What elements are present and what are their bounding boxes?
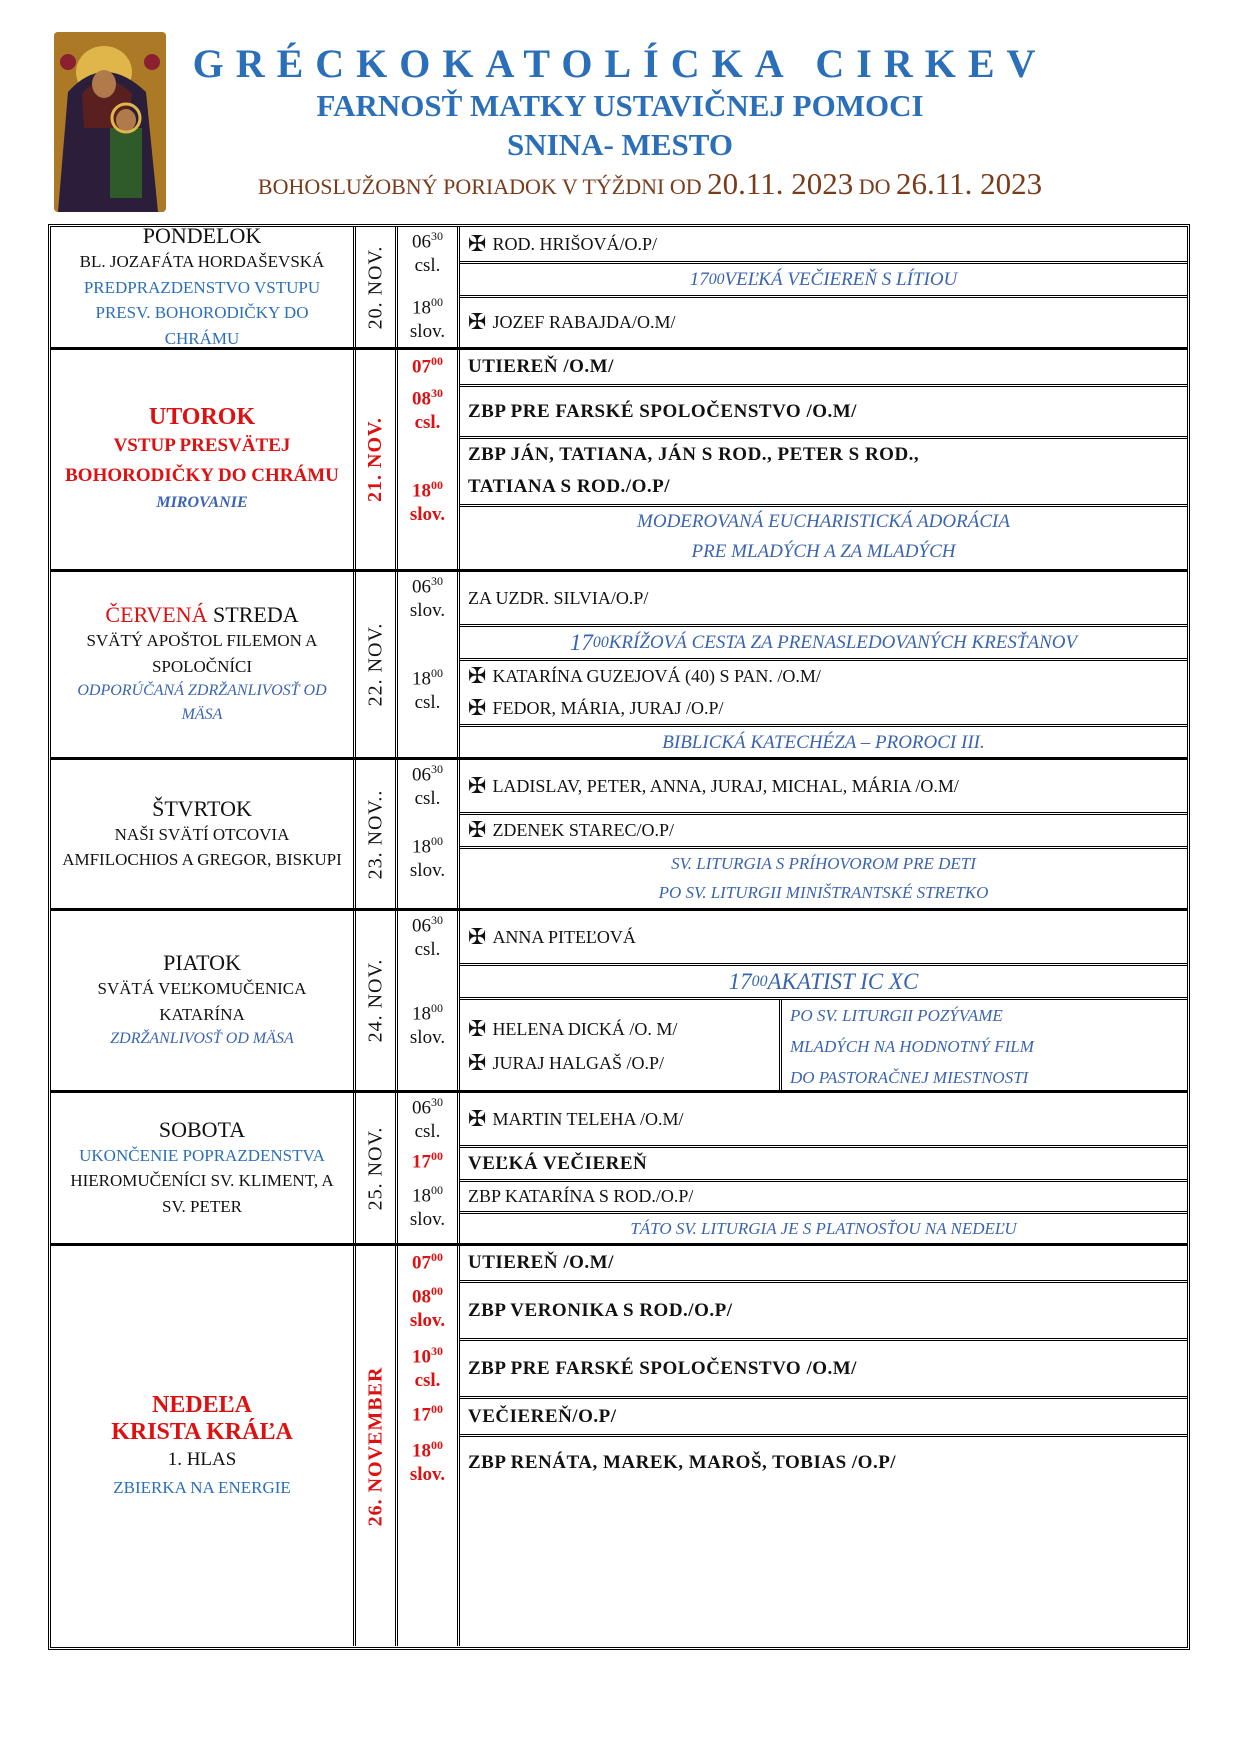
- services-cell: [460, 227, 1187, 347]
- service-line: ✠ ROD. HRIŠOVÁ/O.P/: [468, 231, 657, 257]
- time-slot: $06^{30}$ csl.: [412, 762, 443, 810]
- date-label: 26. NOVEMBER: [364, 1366, 387, 1526]
- cross-icon: ✠: [468, 818, 487, 843]
- service-line: TATIANA S ROD./O.P/: [468, 476, 670, 497]
- time-slot: $07^{00}$: [412, 354, 443, 378]
- time-cell: [398, 227, 460, 347]
- service-line: ✠ FEDOR, MÁRIA, JURAJ /O.P/: [468, 695, 724, 721]
- time-cell: [398, 1246, 460, 1646]
- service-note: BIBLICKÁ KATECHÉZA – PROROCI III.: [460, 724, 1187, 758]
- day-name: ČERVENÁ STREDA: [105, 602, 299, 627]
- date-from: 20.11. 2023: [707, 166, 854, 201]
- service-line: ZBP RENÁTA, MAREK, MAROŠ, TOBIAS /O.P/: [460, 1434, 1187, 1488]
- time-cell: [398, 350, 460, 569]
- time-slot: $06^{30}$ csl.: [412, 229, 443, 277]
- time-slot: $17^{00}$: [412, 1149, 443, 1173]
- date-cell: [356, 760, 398, 908]
- day-cell: [51, 350, 356, 569]
- services-cell: [460, 1246, 1187, 1646]
- day-name: SOBOTA: [158, 1116, 246, 1142]
- services-cell: [460, 572, 1187, 757]
- feast-name: KRISTA KRÁĽA: [111, 1419, 293, 1445]
- time-slot: $10^{30}$ csl.: [412, 1344, 443, 1392]
- time-slot: $18^{00}$ slov.: [409, 1001, 446, 1049]
- date-label: 25. NOV.: [364, 1126, 387, 1210]
- day-note: ODPORÚČANÁ ZDRŽANLIVOSŤ OD MÄSA: [77, 682, 327, 723]
- day-name: NEDEĽA: [151, 1392, 253, 1418]
- cross-icon: ✠: [468, 1016, 487, 1042]
- service-line: ✠ ZDENEK STAREC/O.P/: [460, 812, 1187, 846]
- cross-icon: ✠: [468, 773, 487, 799]
- service-line: ZBP PRE FARSKÉ SPOLOČENSTVO /O.M/: [460, 1338, 1187, 1396]
- service-line: ✠ JURAJ HALGAŠ /O.P/: [468, 1050, 664, 1076]
- feast-name: SVÄTÝ APOŠTOL FILEMON A SPOLOČNÍCI: [86, 631, 318, 676]
- date-label: 24. NOV.: [364, 958, 387, 1043]
- service-line: ZBP PRE FARSKÉ SPOLOČENSTVO /O.M/: [460, 384, 1187, 436]
- time-cell: [398, 760, 460, 908]
- time-slot: $08^{00}$ slov.: [409, 1284, 446, 1332]
- date-cell: [356, 1246, 398, 1646]
- day-row-friday: [51, 911, 1187, 1093]
- day-cell: [51, 223, 356, 348]
- feast-name: SVÄTÁ VEĽKOMUČENICA KATARÍNA: [97, 979, 307, 1024]
- header: [0, 0, 1240, 220]
- services-cell: [460, 760, 1187, 908]
- time-slot: $18^{00}$ slov.: [409, 478, 446, 526]
- date-label: 20. NOV.: [364, 245, 387, 329]
- feast-name: HIEROMUČENÍCI SV. KLIMENT, A SV. PETER: [70, 1171, 334, 1216]
- service-line: ZBP VERONIKA S ROD./O.P/: [460, 1280, 1187, 1338]
- column-divider: [779, 1000, 783, 1091]
- service-note: 17 00 KRÍŽOVÁ CESTA ZA PRENASLEDOVANÝCH KRESŤANOV: [460, 624, 1187, 658]
- time-slot: $18^{00}$ slov.: [409, 834, 446, 882]
- date-to: 26.11. 2023: [895, 166, 1043, 201]
- day-name: ŠTVRTOK: [152, 795, 252, 821]
- time-slot: $18^{00}$ slov.: [409, 295, 446, 343]
- service-note: PO SV. LITURGII MINIŠTRANTSKÉ STRETKO: [658, 883, 989, 902]
- time-slot: $06^{30}$ slov.: [409, 574, 446, 622]
- day-row-monday: [51, 223, 1187, 350]
- feast-name: NAŠI SVÄTÍ OTCOVIA AMFILOCHIOS A GREGOR, BISKUPI: [62, 824, 342, 869]
- day-name: PIATOK: [163, 950, 241, 975]
- day-note: ZBIERKA NA ENERGIE: [113, 1477, 291, 1497]
- parish-location: SNINA- MESTO: [507, 127, 733, 162]
- date-cell: [356, 911, 398, 1090]
- service-line: ✠ HELENA DICKÁ /O. M/: [468, 1016, 678, 1042]
- day-note: PREDPRAZDENSTVO VSTUPU PRESV. BOHORODIČKY DO CHRÁMU: [83, 277, 321, 348]
- day-cell: [51, 1093, 356, 1243]
- day-row-saturday: [51, 1093, 1187, 1246]
- schedule-table: [48, 224, 1190, 1650]
- schedule-title: [170, 166, 1130, 202]
- service-note: PRE MLADÝCH A ZA MLADÝCH: [691, 541, 956, 562]
- date-label: 23. NOV..: [364, 789, 387, 879]
- parish-name: FARNOSŤ MATKY USTAVIČNEJ POMOCI: [316, 88, 924, 123]
- schedule-title-mid: DO: [853, 174, 896, 199]
- feast-name: VSTUP PRESVÄTEJ BOHORODIČKY DO CHRÁMU: [65, 434, 339, 486]
- cross-icon: ✠: [468, 1106, 487, 1132]
- day-cell: [51, 760, 356, 908]
- cross-icon: ✠: [468, 310, 487, 335]
- day-row-sunday: [51, 1246, 1187, 1646]
- cross-icon: ✠: [468, 924, 487, 950]
- service-note: SV. LITURGIA S PRÍHOVOROM PRE DETI: [460, 846, 1187, 878]
- service-note: MODEROVANÁ EUCHARISTICKÁ ADORÁCIA: [460, 504, 1187, 536]
- day-name: PONDELOK: [142, 223, 262, 248]
- service-line: ZBP JÁN, TATIANA, JÁN S ROD., PETER S ROD.,: [460, 436, 1187, 470]
- cross-icon: ✠: [468, 231, 487, 257]
- date-cell: [356, 227, 398, 347]
- service-note: 17 00 VEĽKÁ VEČIEREŇ S LÍTIOU: [460, 261, 1187, 295]
- day-note: ZDRŽANLIVOSŤ OD MÄSA: [110, 1030, 294, 1047]
- time-slot: $06^{30}$ csl.: [412, 1095, 443, 1143]
- cross-icon: ✠: [468, 1050, 487, 1076]
- cross-icon: ✠: [468, 664, 487, 689]
- day-name: UTOROK: [148, 403, 256, 430]
- service-line: ✠ JOZEF RABAJDA/O.M/: [460, 295, 1187, 347]
- day-row-thursday: [51, 760, 1187, 911]
- service-note: 17 00 AKATIST IC XC: [460, 963, 1187, 997]
- services-cell: [460, 911, 1187, 1090]
- day-row-tuesday: [51, 350, 1187, 572]
- time-slot: $08^{30}$ csl.: [412, 386, 443, 434]
- time-slot: $18^{00}$ csl.: [412, 666, 443, 714]
- services-cell: [460, 350, 1187, 569]
- day-cell: [51, 911, 356, 1090]
- date-label: 22. NOV.: [364, 622, 387, 707]
- cross-icon: ✠: [468, 695, 487, 721]
- church-name: GRÉCKOKATOLÍCKA CIRKEV: [192, 41, 1048, 86]
- service-note: TÁTO SV. LITURGIA JE S PLATNOSŤOU NA NEDEĽU: [460, 1211, 1187, 1243]
- time-slot: $18^{00}$ slov.: [409, 1438, 446, 1486]
- day-cell: [51, 1246, 356, 1646]
- service-line: ZBP KATARÍNA S ROD./O.P/: [460, 1179, 1187, 1211]
- service-line: ✠ MARTIN TELEHA /O.M/: [468, 1106, 684, 1132]
- day-cell: [51, 572, 356, 757]
- service-line: ZA UZDR. SILVIA/O.P/: [468, 587, 649, 608]
- date-cell: [356, 1093, 398, 1243]
- service-block: [460, 997, 1187, 1091]
- service-line: VEĽKÁ VEČIEREŇ: [460, 1145, 1187, 1179]
- time-slot: $18^{00}$ slov.: [409, 1183, 446, 1231]
- service-names: [468, 1012, 677, 1080]
- service-line: ✠ KATARÍNA GUZEJOVÁ (40) S PAN. /O.M/: [460, 658, 1187, 692]
- schedule-title-prefix: BOHOSLUŽOBNÝ PORIADOK V TÝŽDNI OD: [257, 174, 708, 199]
- service-line: UTIEREŇ /O.M/: [468, 1252, 614, 1273]
- icon-image: [54, 32, 166, 212]
- time-slot: $07^{00}$: [412, 1250, 443, 1274]
- service-line: ✠ LADISLAV, PETER, ANNA, JURAJ, MICHAL, MÁRIA /O.M/: [468, 773, 959, 799]
- event-note: PO SV. LITURGII POZÝVAME MLADÝCH NA HODNOTNÝ FILM DO PASTORAČNEJ MIESTNOSTI: [790, 1006, 1034, 1087]
- date-cell: [356, 572, 398, 757]
- time-cell: [398, 1093, 460, 1243]
- time-slot: $17^{00}$: [412, 1402, 443, 1426]
- services-cell: [460, 1093, 1187, 1243]
- service-line: VEČIEREŇ/O.P/: [460, 1396, 1187, 1434]
- time-cell: [398, 911, 460, 1090]
- service-line: UTIEREŇ /O.M/: [468, 356, 614, 377]
- time-cell: [398, 572, 460, 757]
- date-label: 21. NOV.: [364, 417, 386, 502]
- tone-label: 1. HLAS: [167, 1449, 237, 1470]
- feast-name: BL. JOZAFÁTA HORDAŠEVSKÁ: [79, 252, 325, 271]
- day-note: UKONČENIE POPRAZDENSTVA: [79, 1145, 325, 1165]
- time-slot: $06^{30}$ csl.: [412, 913, 443, 961]
- service-line: ✠ ANNA PITEĽOVÁ: [468, 924, 636, 950]
- day-note: MIROVANIE: [156, 494, 248, 512]
- day-row-wednesday: [51, 572, 1187, 760]
- date-cell: [356, 350, 398, 569]
